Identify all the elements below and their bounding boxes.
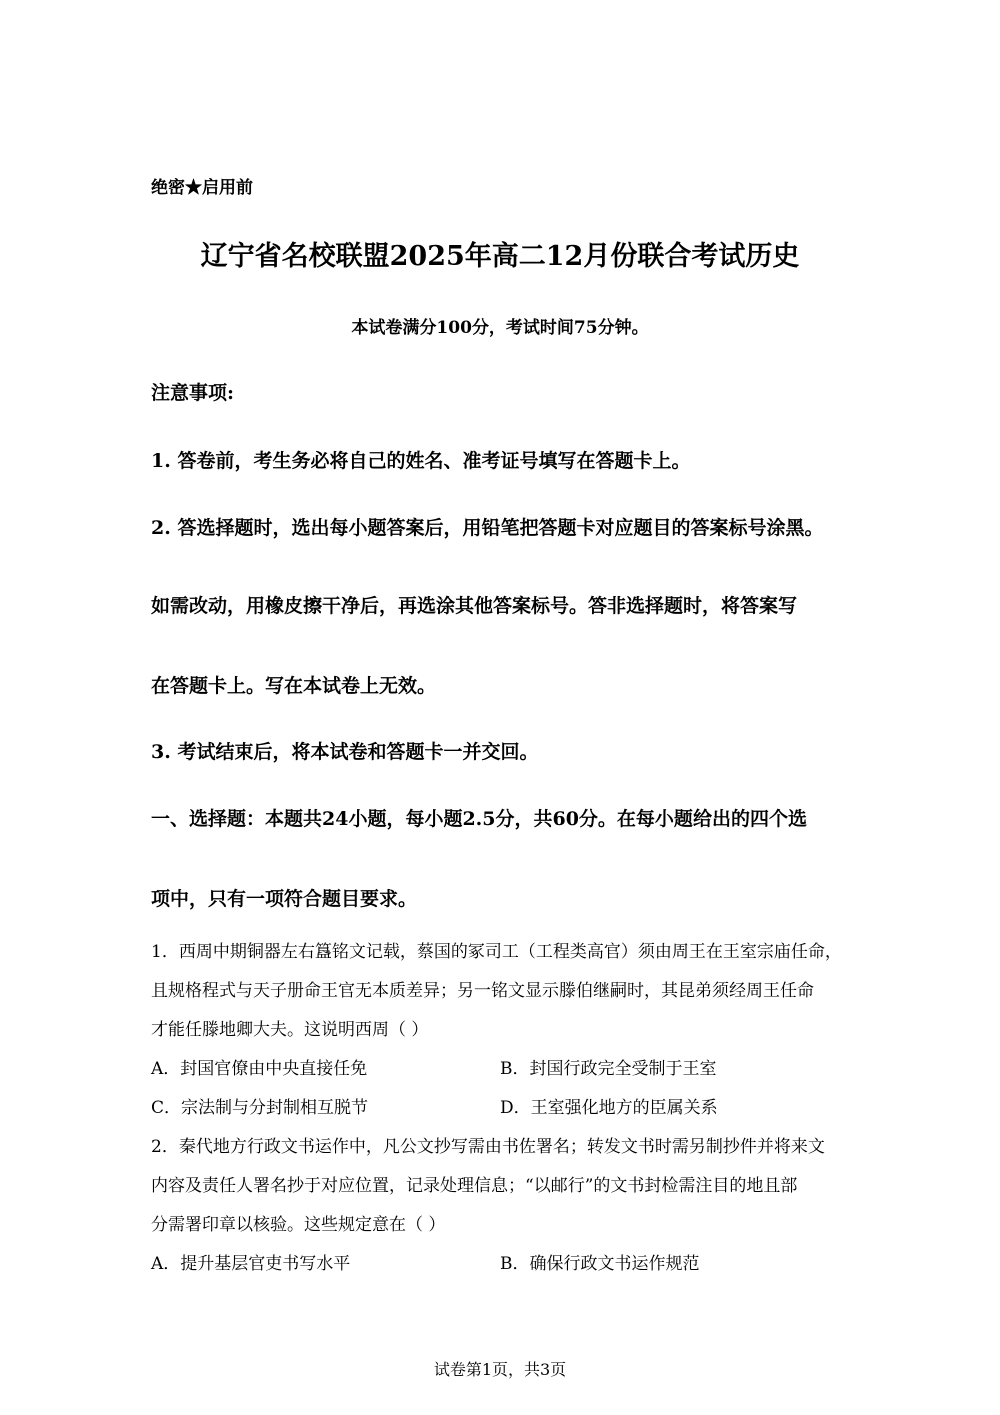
- notice-item-3: 3. 考试结束后，将本试卷和答题卡一并交回。: [151, 741, 539, 763]
- notice-item-1: 1. 答卷前，考生务必将自己的姓名、准考证号填写在答题卡上。: [151, 450, 691, 472]
- exam-subtitle: 本试卷满分100分，考试时间75分钟。: [351, 318, 649, 338]
- confidential-label: 绝密★启用前: [151, 178, 253, 198]
- section-1-heading-line-2: 项中，只有一项符合题目要求。: [151, 888, 418, 910]
- question-2-option-b: B．确保行政文书运作规范: [500, 1254, 700, 1274]
- question-2-option-a: A．提升基层官吏书写水平: [151, 1254, 351, 1274]
- question-2-stem-line-3: 分需署印章以核验。这些规定意在（ ）: [151, 1215, 446, 1235]
- notice-item-2-line-3: 在答题卡上。写在本试卷上无效。: [151, 675, 437, 697]
- question-2-stem-line-1: 2．秦代地方行政文书运作中，凡公文抄写需由书佐署名；转发文书时需另制抄件并将来文: [151, 1137, 825, 1157]
- notice-item-2-line-2: 如需改动，用橡皮擦干净后，再选涂其他答案标号。答非选择题时，将答案写: [151, 595, 798, 617]
- question-1-option-c: C．宗法制与分封制相互脱节: [151, 1098, 369, 1118]
- question-1-stem-line-2: 且规格程式与天子册命王官无本质差异；另一铭文显示滕伯继嗣时，其昆弟须经周王任命: [151, 981, 814, 1001]
- notice-heading: 注意事项:: [151, 382, 235, 404]
- exam-title: 辽宁省名校联盟2025年高二12月份联合考试历史: [200, 241, 800, 272]
- notice-item-2-line-1: 2. 答选择题时，选出每小题答案后，用铅笔把答题卡对应题目的答案标号涂黑。: [151, 517, 824, 539]
- question-1-option-a: A．封国官僚由中央直接任免: [151, 1059, 368, 1079]
- question-2-stem-line-2: 内容及责任人署名抄于对应位置，记录处理信息；“以邮行”的文书封检需注目的地且部: [151, 1176, 798, 1196]
- section-1-heading-line-1: 一、选择题：本题共24小题，每小题2.5分，共60分。在每小题给出的四个选: [151, 808, 807, 830]
- page-footer: 试卷第1页，共3页: [433, 1360, 567, 1379]
- question-1-stem-line-1: 1．西周中期铜器左右簋铭文记载，蔡国的冢司工（工程类高官）须由周王在王室宗庙任命，: [151, 942, 842, 962]
- question-1-stem-line-3: 才能任滕地卿大夫。这说明西周（ ）: [151, 1020, 429, 1040]
- question-1-option-d: D．王室强化地方的臣属关系: [500, 1098, 718, 1118]
- question-1-option-b: B．封国行政完全受制于王室: [500, 1059, 717, 1079]
